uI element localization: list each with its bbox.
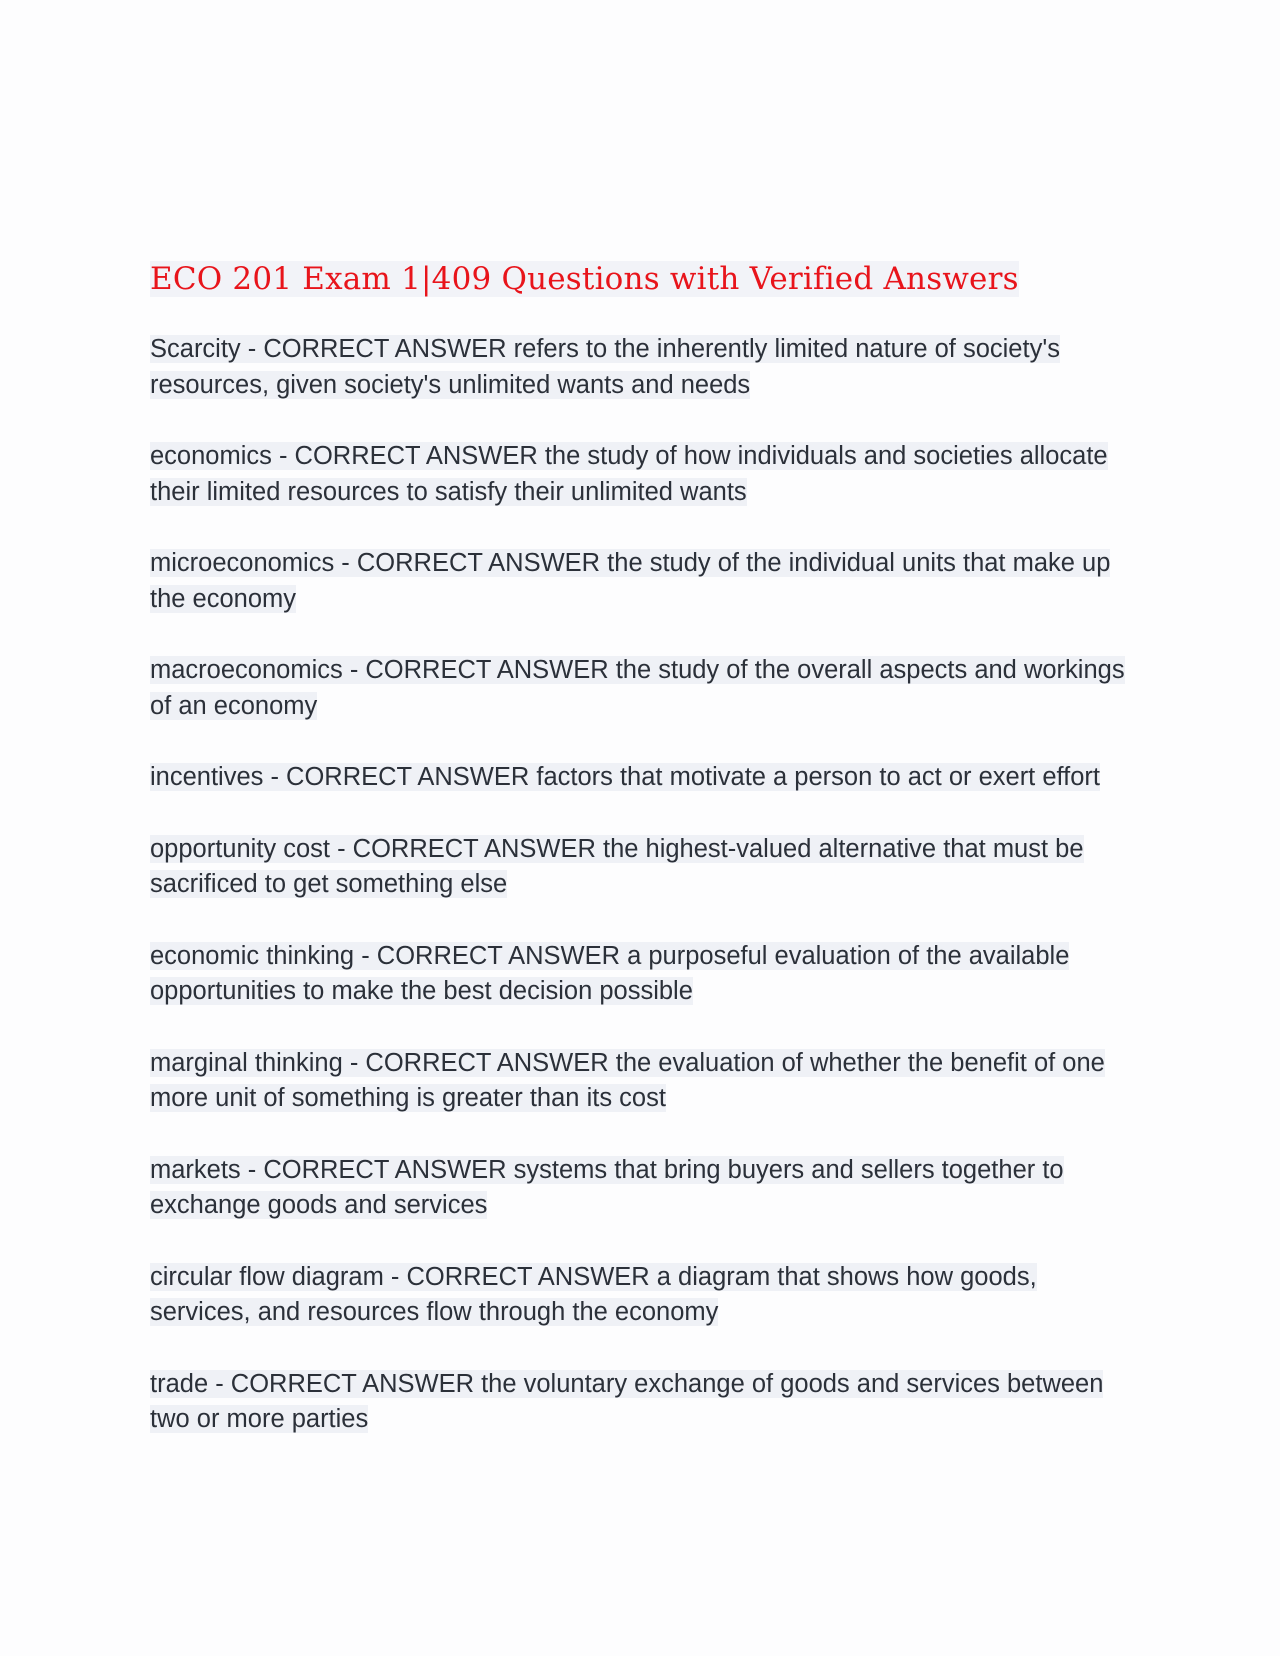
qa-entry-markets <box>150 1153 1140 1224</box>
qa-text: macroeconomics - CORRECT ANSWER the study of the overall aspects and workings of an economy <box>150 656 1125 720</box>
document-content <box>150 256 1140 1474</box>
qa-entry-circular-flow-diagram <box>150 1260 1140 1331</box>
qa-entry-trade <box>150 1367 1140 1438</box>
qa-text: opportunity cost - CORRECT ANSWER the highest-valued alternative that must be sacrificed to get something else <box>150 834 1084 898</box>
qa-text: microeconomics - CORRECT ANSWER the study of the individual units that make up the economy <box>150 549 1111 613</box>
qa-text: economics - CORRECT ANSWER the study of how individuals and societies allocate their limited resources to satisfy their unlimited wants <box>150 442 1108 506</box>
document-title: ECO 201 Exam 1|409 Questions with Verified Answers <box>150 261 1019 297</box>
qa-entry-incentives <box>150 760 1140 796</box>
qa-text: circular flow diagram - CORRECT ANSWER a diagram that shows how goods, services, and resources flow through the economy <box>150 1262 1037 1326</box>
qa-entry-microeconomics <box>150 546 1140 617</box>
qa-text: marginal thinking - CORRECT ANSWER the evaluation of whether the benefit of one more unit of something is greater than its cost <box>150 1048 1105 1112</box>
qa-entry-scarcity <box>150 332 1140 403</box>
qa-text: markets - CORRECT ANSWER systems that bring buyers and sellers together to exchange goods and services <box>150 1155 1064 1219</box>
title-block <box>150 256 1140 302</box>
qa-text: Scarcity - CORRECT ANSWER refers to the inherently limited nature of society's resources, given society's unlimited wants and needs <box>150 335 1060 399</box>
qa-text: trade - CORRECT ANSWER the voluntary exchange of goods and services between two or more parties <box>150 1369 1104 1433</box>
qa-entry-macroeconomics <box>150 653 1140 724</box>
qa-text: economic thinking - CORRECT ANSWER a purposeful evaluation of the available opportunities to make the best decision possible <box>150 941 1070 1005</box>
qa-entry-opportunity-cost <box>150 832 1140 903</box>
qa-entry-economic-thinking <box>150 939 1140 1010</box>
qa-text: incentives - CORRECT ANSWER factors that motivate a person to act or exert effort <box>150 763 1100 791</box>
qa-entry-economics <box>150 439 1140 510</box>
qa-entry-marginal-thinking <box>150 1046 1140 1117</box>
